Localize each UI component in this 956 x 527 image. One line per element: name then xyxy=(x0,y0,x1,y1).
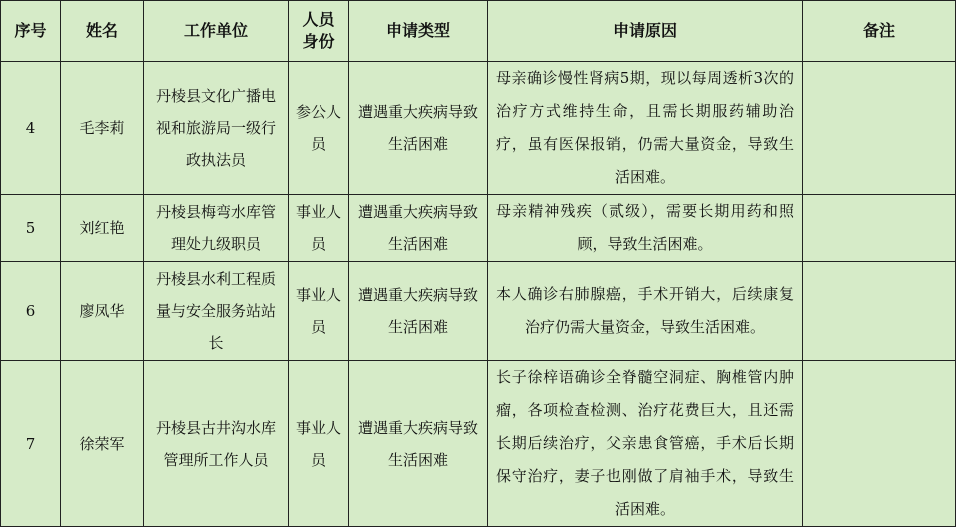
cell-name: 刘红艳 xyxy=(61,195,144,262)
cell-remark xyxy=(803,262,956,361)
cell-index: 5 xyxy=(1,195,61,262)
header-remark: 备注 xyxy=(803,1,956,62)
header-name: 姓名 xyxy=(61,1,144,62)
table-row xyxy=(1,62,956,195)
cell-name: 毛李莉 xyxy=(61,62,144,195)
cell-identity: 事业人员 xyxy=(289,195,349,262)
cell-index: 4 xyxy=(1,62,61,195)
header-type: 申请类型 xyxy=(349,1,488,62)
table-row xyxy=(1,195,956,262)
cell-remark xyxy=(803,195,956,262)
cell-identity: 参公人员 xyxy=(289,62,349,195)
cell-name: 徐荣军 xyxy=(61,361,144,527)
cell-index: 6 xyxy=(1,262,61,361)
cell-reason: 长子徐梓语确诊全脊髓空洞症、胸椎管内肿瘤，各项检查检测、治疗花费巨大，且还需长期后续治疗，父亲患食管癌，手术后长期保守治疗，妻子也刚做了肩袖手术，导致生活困难。 xyxy=(488,361,803,527)
table-row xyxy=(1,361,956,527)
cell-reason: 母亲精神残疾（贰级），需要长期用药和照顾，导致生活困难。 xyxy=(488,195,803,262)
cell-type: 遭遇重大疾病导致生活困难 xyxy=(349,195,488,262)
header-unit: 工作单位 xyxy=(144,1,289,62)
cell-reason: 母亲确诊慢性肾病5期，现以每周透析3次的治疗方式维持生命，且需长期服药辅助治疗，虽有医保报销，仍需大量资金，导致生活困难。 xyxy=(488,62,803,195)
cell-type: 遭遇重大疾病导致生活困难 xyxy=(349,262,488,361)
header-row xyxy=(1,1,956,62)
cell-remark xyxy=(803,361,956,527)
cell-remark xyxy=(803,62,956,195)
header-identity: 人员身份 xyxy=(289,1,349,62)
table-row xyxy=(1,262,956,361)
cell-unit: 丹棱县文化广播电视和旅游局一级行政执法员 xyxy=(144,62,289,195)
header-index: 序号 xyxy=(1,1,61,62)
cell-reason: 本人确诊右肺腺癌，手术开销大，后续康复治疗仍需大量资金，导致生活困难。 xyxy=(488,262,803,361)
cell-identity: 事业人员 xyxy=(289,361,349,527)
cell-unit: 丹棱县梅弯水库管理处九级职员 xyxy=(144,195,289,262)
cell-type: 遭遇重大疾病导致生活困难 xyxy=(349,62,488,195)
cell-index: 7 xyxy=(1,361,61,527)
cell-identity: 事业人员 xyxy=(289,262,349,361)
cell-unit: 丹棱县水利工程质量与安全服务站站长 xyxy=(144,262,289,361)
cell-name: 廖凤华 xyxy=(61,262,144,361)
cell-unit: 丹棱县古井沟水库管理所工作人员 xyxy=(144,361,289,527)
header-reason: 申请原因 xyxy=(488,1,803,62)
cell-type: 遭遇重大疾病导致生活困难 xyxy=(349,361,488,527)
